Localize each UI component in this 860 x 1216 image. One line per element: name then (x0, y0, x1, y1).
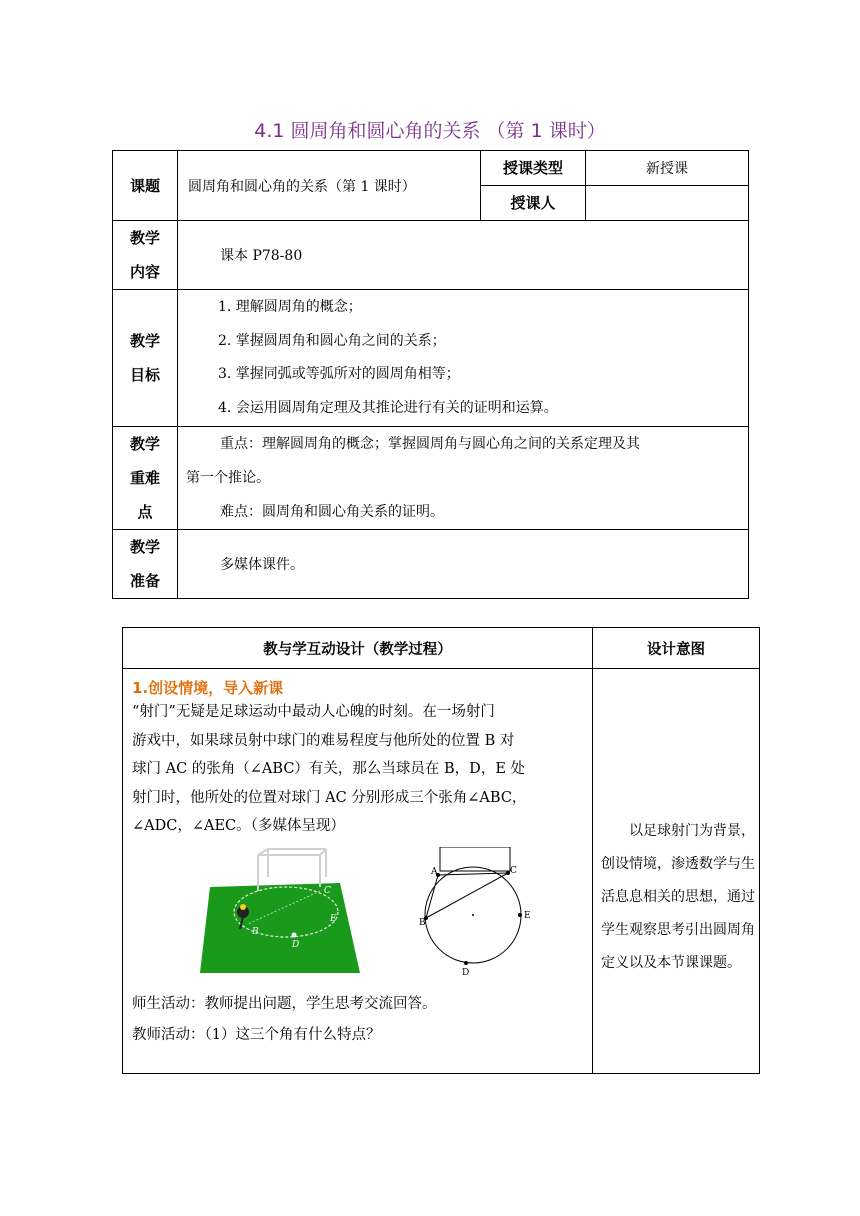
lesson-info-table (112, 150, 749, 599)
diagram-label-c: C (510, 865, 517, 876)
field-label-b: B (252, 926, 259, 937)
activity-line: 教师活动：（1）这三个角有什么特点？ (132, 1026, 381, 1043)
content-value: 课本 P78-80 (178, 221, 749, 290)
scenario-line: “射门”无疑是足球运动中最动人心魄的时刻。在一场射门 (132, 704, 495, 720)
process-header: 教与学互动设计（教学过程） (123, 628, 593, 669)
field-label-e: E (330, 913, 337, 924)
teaching-process-table (122, 627, 760, 1074)
preparation-label: 教学 准备 (113, 530, 178, 599)
scenario-line: 球门 AC 的张角（∠ABC）有关，那么当球员在 B，D，E 处 (132, 761, 526, 777)
page-title: 4.1 圆周角和圆心角的关系 （第 1 课时） (254, 120, 606, 142)
diagram-label-a: A (431, 866, 438, 877)
teacher-label: 授课人 (481, 186, 586, 221)
content-label: 教学 内容 (113, 221, 178, 290)
design-intent-text: 以足球射门为背景，创设情境，渗透数学与生活息息相关的思想，通过学生观察思考引出圆周角定义以及本节课课题。 (601, 823, 755, 971)
section-title: 1.创设情境，导入新课 (132, 679, 284, 697)
circle-angle-diagram (409, 847, 539, 982)
goal-item: 4. 会运用圆周角定理及其推论进行有关的证明和运算。 (218, 399, 558, 416)
diagram-label-e: E (524, 910, 531, 921)
scenario-line: ∠ADC，∠AEC。（多媒体呈现） (132, 818, 345, 834)
field-label-c: C (324, 885, 331, 896)
diagram-label-b: B (419, 917, 426, 928)
scenario-line: 游戏中，如果球员射中球门的难易程度与他所处的位置 B 对 (132, 732, 515, 749)
goal-item: 1. 理解圆周角的概念； (218, 299, 362, 315)
goals-label: 教学 目标 (113, 290, 178, 427)
topic-label: 课题 (113, 151, 178, 221)
lesson-type-label: 授课类型 (481, 151, 586, 186)
intent-header: 设计意图 (593, 628, 760, 669)
key-points-label: 教学 重难 点 (113, 427, 178, 530)
field-label-d: D (292, 939, 300, 950)
key-point-line: 重点：理解圆周角的概念；掌握圆周角与圆心角之间的关系定理及其 (220, 436, 640, 452)
key-points (178, 427, 749, 530)
difficulty-line: 难点：圆周角和圆心角关系的证明。 (220, 504, 444, 520)
figures (132, 847, 584, 989)
topic-value: 圆周角和圆心角的关系（第 1 课时） (178, 151, 481, 221)
preparation-value: 多媒体课件。 (178, 530, 749, 599)
scenario-line: 射门时，他所处的位置对球门 AC 分别形成三个张角∠ABC， (132, 789, 527, 806)
lesson-type-value: 新授课 (586, 151, 749, 186)
design-intent-cell (593, 669, 760, 1074)
goal-item: 3. 掌握同弧或等弧所对的圆周角相等； (218, 366, 460, 382)
teacher-value (586, 186, 749, 221)
diagram-label-d: D (462, 967, 470, 978)
process-content (123, 669, 593, 1074)
activity-line: 师生活动：教师提出问题，学生思考交流回答。 (132, 995, 437, 1012)
soccer-field-illustration (192, 847, 372, 977)
goals-list (178, 290, 749, 427)
key-point-line: 第一个推论。 (186, 470, 270, 486)
goal-item: 2. 掌握圆周角和圆心角之间的关系； (218, 332, 446, 349)
